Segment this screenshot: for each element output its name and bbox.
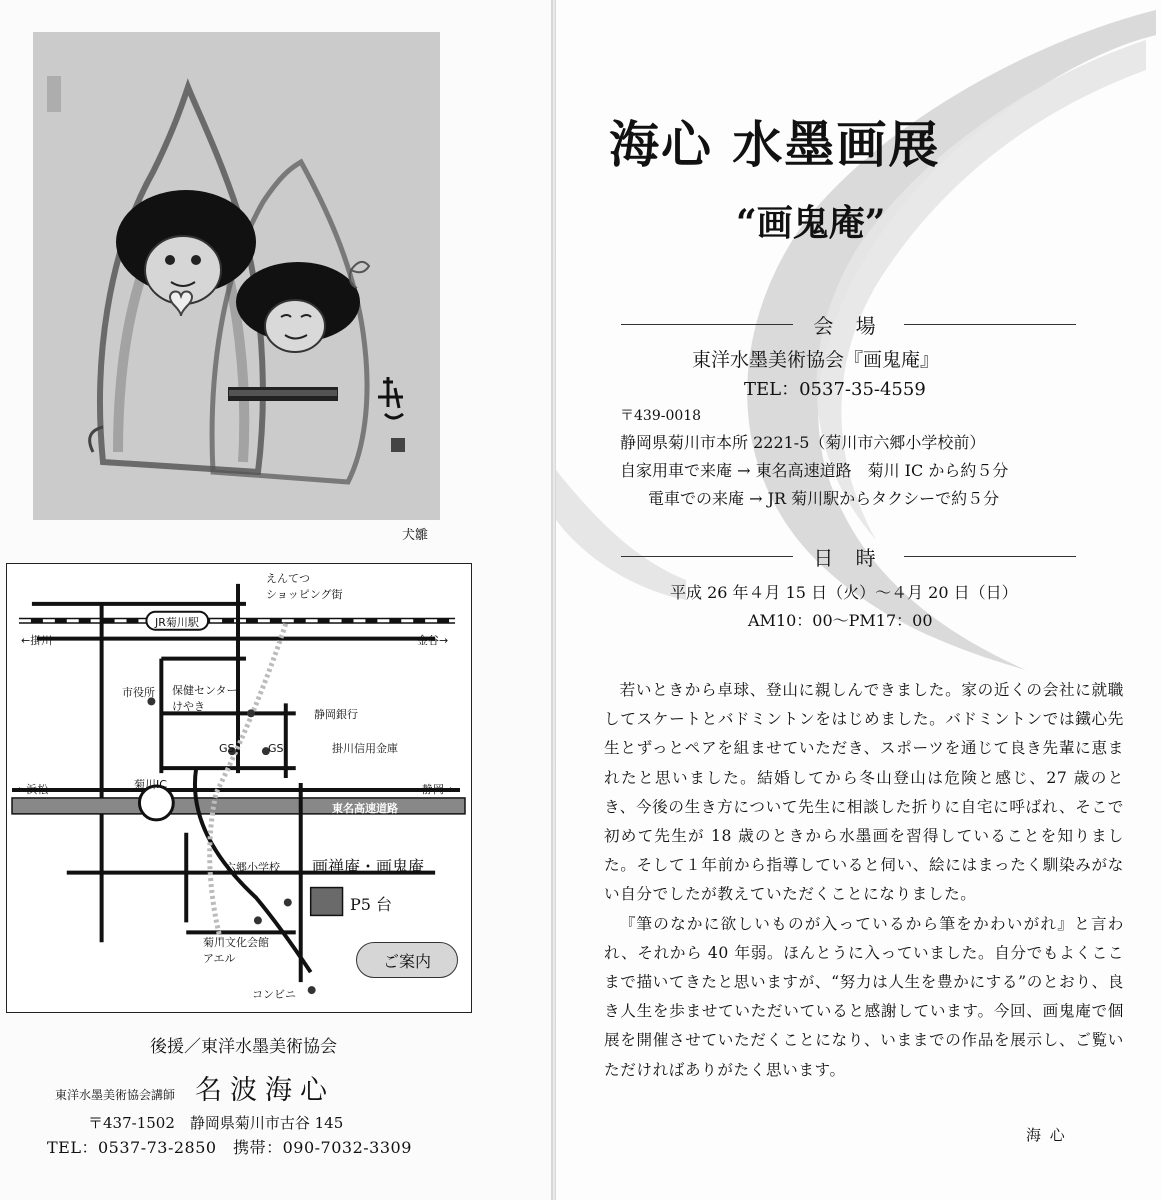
label-entetsu: えんてつ ショッピング街 [266,572,343,601]
exhibition-subtitle: “画鬼庵” [736,202,886,244]
guide-badge: ご案内 [356,942,458,978]
label-city-hall: 市役所 [122,686,155,699]
label-kikugawa-ic: 菊川IC [134,778,167,791]
label-kakegawa: ←掛川 [21,634,53,647]
exhibition-title: 海心 水墨画展 [609,115,941,174]
access-car: 自家用車で来庵 → 東名高速道路 菊川 IC から約５分 [620,461,1009,480]
label-kakegawa-shinkin: 掛川信用金庫 [332,742,398,755]
label-health-center: 保健センター けやき [172,684,238,713]
label-kanaya: 金谷→ [417,634,449,647]
statement-paragraph-1: 若いときから卓球、登山に親しんできました。家の近くの会社に就職してスケートとバドミントンをはじめました。バドミントンでは鐵心先生とずっとペアを組ませていただき、スポーツを通じて良き先輩に恵まれたと思いました。結婚してから冬山登山は危険と感じ、27 歳のとき、今後の生き方について先生に相談した折りに自宅に呼ばれ、そこで初めて先生が 18 歳のときから水墨画を習得していることを知りました。そして１年前から指導していると伺い、絵にはまったく馴染みがない自分でしたが教えていただくことになりました。 [604,681,1124,904]
postal-code: 〒439-0018 [620,408,702,424]
instructor-title: 東洋水墨美術協会講師 [55,1088,176,1102]
label-hamamatsu: ←浜松 [17,783,49,796]
label-station: JR菊川駅 [155,616,199,629]
left-panel [0,0,552,1200]
label-parking: P5 台 [350,895,393,914]
statement-paragraph-2: 『筆のなかに欲しいものが入っているから筆をかわいがれ』と言われ、それから 40 年弱。ほんとうに入っていました。自分でもよくここまで描いてきたと思いますが、“努力は人生を豊かにする”のとおり、良き人生を歩ませていただいていると感謝しています。今回、画鬼庵で個展を開催させていただくことになり、いままでの作品を展示し、ご覧いただければありがたく思います。 [604,914,1124,1079]
ink-painting [33,32,440,520]
label-shizuoka-bank: 静岡銀行 [314,708,358,721]
artist-tel: TEL：0537-73-2850 携帯：090-7032-3309 [47,1138,412,1157]
painting-inu-bina-image [33,32,440,520]
sponsor: 後援／東洋水墨美術協会 [150,1037,337,1057]
label-rokugo-school: 六郷小学校 [225,861,280,874]
painting-caption: 犬雛 [402,528,429,543]
artist-name: 名波海心 [195,1075,336,1106]
access-map [6,563,472,1013]
label-culture-hall: 菊川文化会館 アエル [203,936,269,965]
label-gs-1: GS [219,742,235,755]
label-tomei: 東名高速道路 [332,802,398,815]
artist-statement [604,676,1124,1085]
access-train: 電車での来庵 → JR 菊川駅からタクシーで約５分 [648,489,1000,508]
label-convenience: コンビニ [252,988,296,1001]
date-heading: 日 時 [621,542,1076,571]
label-venue: 画禅庵・画鬼庵 [312,857,425,876]
venue-tel: TEL：0537-35-4559 [744,379,926,400]
right-panel [556,0,1162,1200]
label-gs-2: GS [268,742,284,755]
artist-address: 〒437-1502 静岡県菊川市古谷 145 [88,1114,344,1132]
date-range: 平成 26 年４月 15 日（火）〜４月 20 日（日） [670,583,1018,602]
instructor-row [55,1068,335,1107]
label-shizuoka: 静岡→ [422,783,454,796]
venue-name: 東洋水墨美術協会『画鬼庵』 [692,349,940,371]
statement-signature: 海 心 [1026,1126,1067,1144]
opening-hours: AM10：00〜PM17：00 [748,611,933,630]
venue-heading: 会 場 [621,310,1076,339]
venue-address: 静岡県菊川市本所 2221-5（菊川市六郷小学校前） [620,433,986,452]
